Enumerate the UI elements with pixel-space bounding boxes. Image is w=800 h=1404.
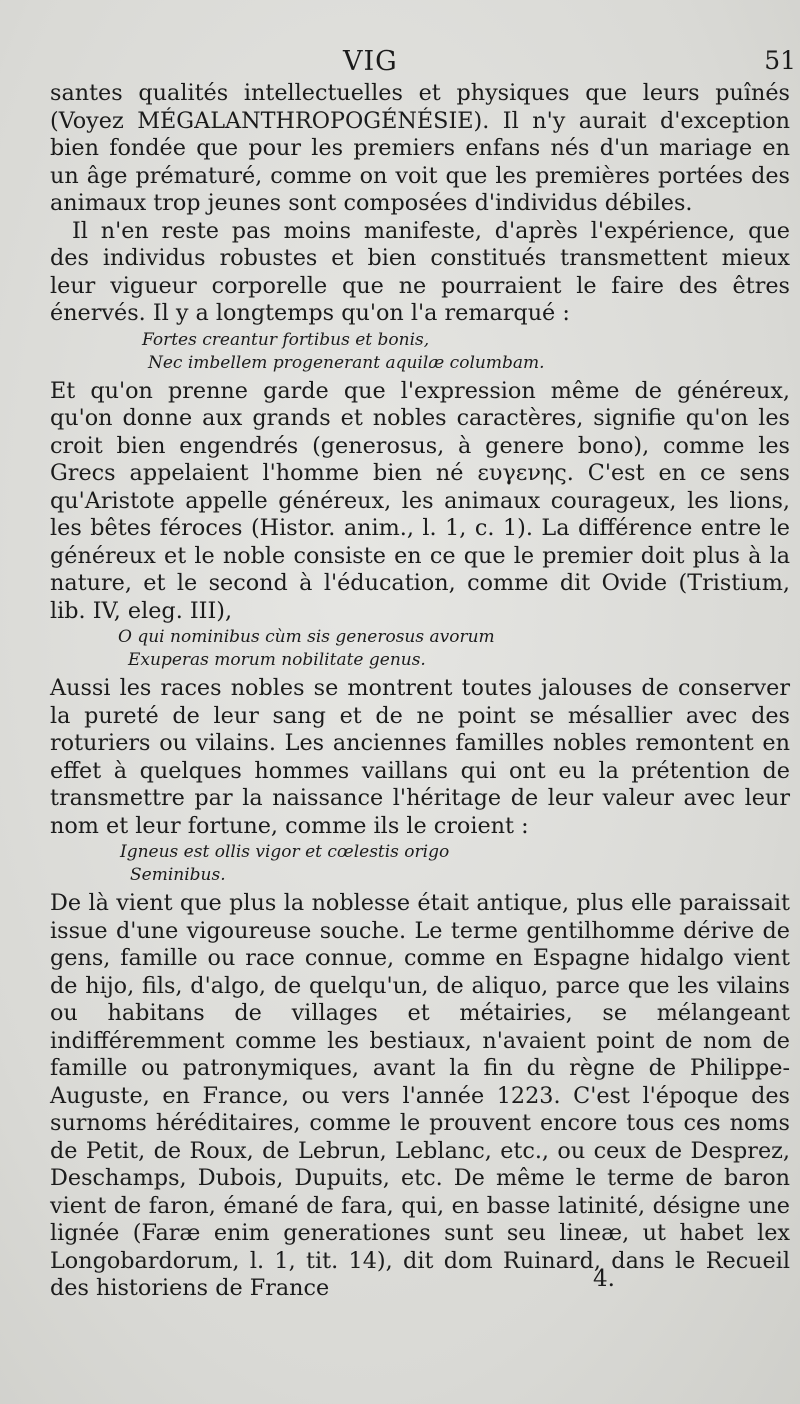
- signature-mark: 4.: [593, 1266, 615, 1292]
- page-number: 51: [764, 46, 796, 75]
- verse-line: Fortes creantur fortibus et bonis,: [142, 329, 430, 350]
- verse-quotation-1: [50, 329, 790, 375]
- verse-quotation-2: [50, 626, 790, 672]
- verse-line: Seminibus.: [130, 865, 226, 885]
- running-title: VIG: [343, 46, 398, 77]
- paragraph-4: Aussi les races nobles se montrent toutes jalouses de conserver la pureté de leur sang et de ne point se mésallier avec des roturiers ou vilains. Les anciennes familles nobles remontent en effet à quelques hommes vaillans qui ont eu la prétention de transmettre par la naissance l'héritage de leur valeur avec leur nom et leur fortune, comme ils le croient :: [50, 675, 790, 839]
- verse-line: Nec imbellem progenerant aquilæ columbam.: [148, 352, 545, 373]
- verse-line: Igneus est ollis vigor et cœlestis origo: [120, 842, 450, 862]
- running-head: [48, 46, 796, 82]
- paragraph-5: De là vient que plus la noblesse était antique, plus elle paraissait issue d'une vigoureuse souche. Le terme gentilhomme dérive de gens, famille ou race connue, comme en Espagne hidalgo vient de hijo, fils, d'algo, de quelqu'un, de aliquo, parce que les vilains ou habitans de villages et métairies, se mélangeant indifféremment comme les bestiaux, n'avaient point de nom de famille ou patronymiques, avant la fin du règne de Philippe-Auguste, en France, ou vers l'année 1223. C'est l'époque des surnoms héréditaires, comme le prouvent encore tous ces noms de Petit, de Roux, de Lebrun, Leblanc, etc., ou ceux de Desprez, Deschamps, Dubois, Dupuits, etc. De même le terme de baron vient de faron, émané de fara, qui, en basse latinité, désigne une lignée (Faræ enim generationes sunt seu lineæ, ut habet lex Longobardorum, l. 1, tit. 14), dit dom Ruinard, dans le Recueil des historiens de France: [50, 890, 790, 1301]
- paragraph-1: santes qualités intellectuelles et physiques que leurs puînés (Voyez MÉGALANTHROPOGÉNÉSIE). Il n'y aurait d'exception bien fondée que pour les premiers enfans nés d'un mariage en un âge prématuré, comme on voit que les premières portées des animaux trop jeunes sont composées d'individus débiles.: [50, 80, 790, 216]
- body-text: [50, 80, 790, 1303]
- verse-line: O qui nominibus cùm sis generosus avorum: [118, 627, 495, 647]
- paragraph-3: Et qu'on prenne garde que l'expression même de généreux, qu'on donne aux grands et nobles caractères, signifie qu'on les croit bien engendrés (generosus, à genere bono), comme les Grecs appelaient l'homme bien né ευγενης. C'est en ce sens qu'Aristote appelle généreux, les animaux courageux, les lions, les bêtes féroces (Histor. anim., l. 1, c. 1). La différence entre le généreux et le noble consiste en ce que le premier doit plus à la nature, et le second à l'éducation, comme dit Ovide (Tristium, lib. IV, eleg. III),: [50, 377, 790, 624]
- verse-line: Exuperas morum nobilitate genus.: [128, 650, 426, 670]
- paragraph-2: Il n'en reste pas moins manifeste, d'après l'expérience, que des individus robustes et bien constitués transmettent mieux leur vigueur corporelle que ne pourraient le faire des êtres énervés. Il y a longtemps qu'on l'a remarqué :: [50, 217, 790, 326]
- verse-quotation-3: [50, 841, 790, 887]
